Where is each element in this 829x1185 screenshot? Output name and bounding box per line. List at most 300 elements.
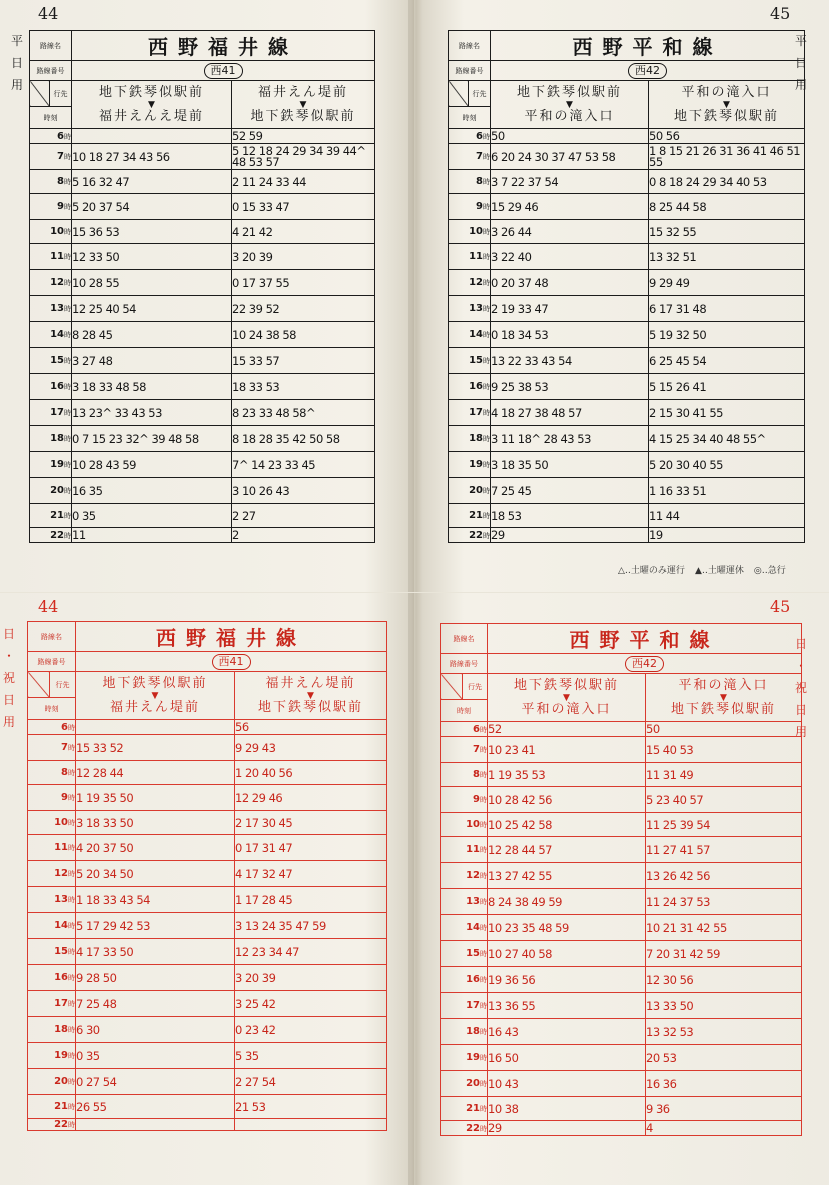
- hour-cell: [449, 322, 491, 348]
- timetable: [29, 30, 375, 543]
- hour-unit: 時: [64, 228, 71, 236]
- hour-cell: [449, 400, 491, 426]
- departures-direction-2: 15 40 53: [646, 737, 802, 763]
- hour-value: 6: [476, 130, 483, 142]
- direction-1-from: 地下鉄琴似駅前: [513, 677, 619, 693]
- hour-unit: 時: [483, 331, 490, 339]
- departures-direction-2: 5 15 26 41: [649, 374, 805, 400]
- timetable-row: [449, 400, 805, 426]
- timetable-row: [30, 452, 375, 478]
- departures-direction-2: 10 24 38 58: [232, 322, 375, 348]
- departures-direction-2: 11 27 41 57: [646, 837, 802, 863]
- departures-direction-1: [76, 720, 235, 735]
- hour-cell: [449, 528, 491, 543]
- departures-direction-2: 0 17 37 55: [232, 270, 375, 296]
- hour-unit: 時: [480, 796, 487, 804]
- hour-cell: [441, 967, 488, 993]
- hour-value: 6: [473, 723, 480, 735]
- header-diagonal: [449, 81, 469, 107]
- hour-value: 14: [54, 920, 68, 931]
- hour-unit: 時: [68, 1000, 75, 1008]
- timetable-row: [441, 737, 802, 763]
- hour-unit: 時: [483, 253, 490, 261]
- day-type-label: 平 日 用: [10, 34, 23, 92]
- departures-direction-2: 11 24 37 53: [646, 889, 802, 915]
- hour-value: 21: [469, 510, 483, 521]
- hour-cell: [28, 1119, 76, 1131]
- hour-cell: [449, 270, 491, 296]
- page-number: 44: [38, 597, 59, 616]
- departures-direction-1: 1 19 35 53: [488, 763, 646, 787]
- hour-cell: [441, 1019, 488, 1045]
- departures-direction-2: 13 33 50: [646, 993, 802, 1019]
- hour-value: 19: [469, 459, 483, 470]
- departures-direction-2: 5 35: [235, 1043, 387, 1069]
- hour-unit: 時: [68, 769, 75, 777]
- hour-cell: [28, 1017, 76, 1043]
- departures-direction-1: 10 18 27 34 43 56: [72, 144, 232, 170]
- hour-value: 22: [469, 529, 483, 541]
- hour-cell: [28, 785, 76, 811]
- hour-cell: [449, 504, 491, 528]
- timetable-row: [30, 194, 375, 220]
- timetable-row: [441, 787, 802, 813]
- hour-value: 7: [57, 151, 64, 162]
- hour-unit: 時: [480, 1054, 487, 1062]
- destination-label: 行先: [469, 81, 491, 107]
- departures-direction-2: 9 29 49: [649, 270, 805, 296]
- route-name-label: 路線名: [441, 624, 488, 654]
- hour-label: 時刻: [441, 700, 488, 722]
- hour-value: 8: [473, 769, 480, 780]
- timetable-row: [28, 785, 387, 811]
- hour-value: 15: [50, 355, 64, 366]
- hour-cell: [441, 737, 488, 763]
- timetable-row: [449, 144, 805, 170]
- departures-direction-2: 0 23 42: [235, 1017, 387, 1043]
- direction-2-header: [235, 672, 387, 720]
- departures-direction-2: 3 25 42: [235, 991, 387, 1017]
- hour-value: 16: [54, 972, 68, 983]
- departures-direction-1: 15 29 46: [491, 194, 649, 220]
- destination-label: 行先: [50, 81, 72, 107]
- hour-unit: 時: [68, 744, 75, 752]
- direction-1-to: 平和の滝入口: [524, 108, 615, 124]
- down-arrow-icon: ▼: [566, 99, 573, 110]
- departures-direction-1: 4 20 37 50: [76, 835, 235, 861]
- hour-cell: [441, 722, 488, 737]
- hour-cell: [441, 941, 488, 967]
- hour-unit: 時: [483, 383, 490, 391]
- hour-cell: [28, 720, 76, 735]
- departures-direction-1: 5 16 32 47: [72, 170, 232, 194]
- hour-unit: 時: [480, 872, 487, 880]
- timetable-row: [449, 478, 805, 504]
- departures-direction-1: 0 35: [76, 1043, 235, 1069]
- route-name: 西野福井線: [76, 622, 387, 652]
- hour-cell: [449, 194, 491, 220]
- timetable-row: [441, 837, 802, 863]
- hour-unit: 時: [480, 746, 487, 754]
- hour-cell: [28, 835, 76, 861]
- hour-unit: 時: [68, 1078, 75, 1086]
- hour-cell: [30, 400, 72, 426]
- departures-direction-2: 13 26 42 56: [646, 863, 802, 889]
- direction-2-from: 福井えん堤前: [257, 84, 348, 100]
- departures-direction-1: 10 28 43 59: [72, 452, 232, 478]
- route-name: 西野平和線: [488, 624, 802, 654]
- departures-direction-2: 11 25 39 54: [646, 813, 802, 837]
- hour-value: 14: [50, 329, 64, 340]
- timetable-row: [441, 1097, 802, 1121]
- direction-2-to: 地下鉄琴似駅前: [673, 108, 779, 124]
- departures-direction-1: 0 35: [72, 504, 232, 528]
- hour-unit: 時: [68, 922, 75, 930]
- departures-direction-2: 1 20 40 56: [235, 761, 387, 785]
- timetable-row: [449, 374, 805, 400]
- departures-direction-2: 12 29 46: [235, 785, 387, 811]
- hour-cell: [28, 1095, 76, 1119]
- departures-direction-2: 50 56: [649, 129, 805, 144]
- departures-direction-1: 29: [488, 1121, 646, 1136]
- departures-direction-1: 3 26 44: [491, 220, 649, 244]
- hour-value: 19: [54, 1050, 68, 1061]
- hour-unit: 時: [64, 132, 71, 141]
- departures-direction-1: 2 19 33 47: [491, 296, 649, 322]
- hour-value: 17: [54, 998, 68, 1009]
- route-code-badge: 西41: [204, 63, 243, 79]
- timetable-row: [449, 528, 805, 543]
- departures-direction-2: 2 27 54: [235, 1069, 387, 1095]
- departures-direction-2: 2 11 24 33 44: [232, 170, 375, 194]
- direction-2-to: 地下鉄琴似駅前: [670, 701, 776, 717]
- day-type-label: 日 ・ 祝 日 用: [794, 637, 807, 739]
- hour-unit: 時: [480, 1105, 487, 1113]
- hour-unit: 時: [483, 357, 490, 365]
- departures-direction-1: 19 36 56: [488, 967, 646, 993]
- hour-cell: [28, 913, 76, 939]
- weekday-spread: [0, 0, 829, 592]
- route-code: [72, 61, 375, 81]
- hour-unit: 時: [64, 331, 71, 339]
- hour-unit: 時: [68, 1121, 75, 1129]
- hour-unit: 時: [480, 898, 487, 906]
- hour-unit: 時: [68, 896, 75, 904]
- hour-unit: 時: [483, 435, 490, 443]
- hour-cell: [30, 322, 72, 348]
- hour-value: 10: [466, 819, 480, 830]
- route-code: [488, 654, 802, 674]
- route-code-badge: 西41: [212, 654, 251, 670]
- hour-value: 11: [50, 251, 64, 262]
- timetable-row: [30, 129, 375, 144]
- hour-value: 7: [61, 742, 68, 753]
- direction-2-header: [649, 81, 805, 129]
- header-diagonal: [30, 81, 50, 107]
- departures-direction-2: 0 17 31 47: [235, 835, 387, 861]
- hour-value: 12: [54, 868, 68, 879]
- timetable-row: [28, 761, 387, 785]
- departures-direction-1: 26 55: [76, 1095, 235, 1119]
- hour-unit: 時: [64, 357, 71, 365]
- hour-value: 8: [57, 176, 64, 187]
- timetable-row: [30, 296, 375, 322]
- hour-value: 15: [466, 948, 480, 959]
- hour-cell: [30, 296, 72, 322]
- hour-cell: [30, 504, 72, 528]
- direction-1-to: 福井えん堤前: [109, 699, 200, 715]
- departures-direction-2: 3 10 26 43: [232, 478, 375, 504]
- direction-1-from: 地下鉄琴似駅前: [516, 84, 622, 100]
- departures-direction-1: 13 22 33 43 54: [491, 348, 649, 374]
- hour-unit: 時: [480, 1028, 487, 1036]
- timetable-row: [30, 478, 375, 504]
- hour-value: 19: [466, 1052, 480, 1063]
- route-name: 西野福井線: [72, 31, 375, 61]
- route-code-label: 路線番号: [441, 654, 488, 674]
- timetable-row: [441, 722, 802, 737]
- departures-direction-1: 12 28 44 57: [488, 837, 646, 863]
- route-name-label: 路線名: [449, 31, 491, 61]
- route-code-badge: 西42: [628, 63, 667, 79]
- departures-direction-2: 1 8 15 21 26 31 36 41 46 51 55: [649, 144, 805, 170]
- timetable-row: [449, 194, 805, 220]
- hour-unit: 時: [480, 725, 487, 734]
- hour-value: 10: [50, 226, 64, 237]
- page-number: 45: [770, 4, 791, 23]
- direction-1-header: [491, 81, 649, 129]
- departures-direction-2: 20 53: [646, 1045, 802, 1071]
- departures-direction-1: 0 20 37 48: [491, 270, 649, 296]
- direction-1-from: 地下鉄琴似駅前: [102, 675, 208, 691]
- departures-direction-2: 15 32 55: [649, 220, 805, 244]
- departures-direction-1: 18 53: [491, 504, 649, 528]
- holiday-spread: [0, 593, 829, 1185]
- departures-direction-1: 0 7 15 23 32^ 39 48 58: [72, 426, 232, 452]
- departures-direction-2: 22 39 52: [232, 296, 375, 322]
- hour-value: 11: [54, 842, 68, 853]
- direction-2-header: [646, 674, 802, 722]
- down-arrow-icon: ▼: [720, 692, 727, 703]
- timetable: [448, 30, 805, 543]
- hour-value: 18: [466, 1026, 480, 1037]
- timetable-row: [449, 270, 805, 296]
- departures-direction-1: 4 17 33 50: [76, 939, 235, 965]
- timetable-row: [449, 426, 805, 452]
- hour-value: 20: [50, 485, 64, 496]
- hour-value: 9: [61, 792, 68, 803]
- hour-value: 12: [50, 277, 64, 288]
- departures-direction-1: 5 20 34 50: [76, 861, 235, 887]
- hour-unit: 時: [483, 203, 490, 211]
- hour-value: 15: [54, 946, 68, 957]
- hour-unit: 時: [64, 153, 71, 161]
- departures-direction-1: 16 35: [72, 478, 232, 504]
- departures-direction-2: 2 27: [232, 504, 375, 528]
- hour-value: 16: [469, 381, 483, 392]
- hour-unit: 時: [68, 948, 75, 956]
- timetable-row: [30, 270, 375, 296]
- departures-direction-1: 52: [488, 722, 646, 737]
- hour-unit: 時: [480, 924, 487, 932]
- page-number: 44: [38, 4, 59, 23]
- hour-value: 18: [469, 433, 483, 444]
- hour-value: 17: [469, 407, 483, 418]
- departures-direction-1: 12 25 40 54: [72, 296, 232, 322]
- hour-unit: 時: [483, 305, 490, 313]
- departures-direction-1: 0 18 34 53: [491, 322, 649, 348]
- book-seam: [408, 0, 414, 592]
- departures-direction-2: 52 59: [232, 129, 375, 144]
- hour-value: 20: [469, 485, 483, 496]
- direction-1-header: [76, 672, 235, 720]
- hour-cell: [441, 915, 488, 941]
- direction-1-header: [488, 674, 646, 722]
- hour-cell: [28, 1043, 76, 1069]
- departures-direction-1: 7 25 45: [491, 478, 649, 504]
- hour-unit: 時: [68, 1026, 75, 1034]
- hour-cell: [441, 837, 488, 863]
- hour-cell: [30, 426, 72, 452]
- departures-direction-1: 8 28 45: [72, 322, 232, 348]
- hour-value: 16: [50, 381, 64, 392]
- timetable-row: [30, 426, 375, 452]
- direction-2-from: 平和の滝入口: [678, 677, 769, 693]
- timetable-row: [449, 296, 805, 322]
- hour-value: 15: [469, 355, 483, 366]
- departures-direction-1: 9 25 38 53: [491, 374, 649, 400]
- timetable-row: [28, 1119, 387, 1131]
- departures-direction-2: 8 23 33 48 58^: [232, 400, 375, 426]
- hour-unit: 時: [480, 821, 487, 829]
- hour-cell: [28, 887, 76, 913]
- hour-cell: [441, 787, 488, 813]
- departures-direction-1: 29: [491, 528, 649, 543]
- hour-value: 6: [57, 130, 64, 142]
- departures-direction-2: 4 21 42: [232, 220, 375, 244]
- departures-direction-2: 5 20 30 40 55: [649, 452, 805, 478]
- hour-value: 9: [476, 201, 483, 212]
- departures-direction-2: 4: [646, 1121, 802, 1136]
- hour-cell: [449, 478, 491, 504]
- hour-unit: 時: [483, 228, 490, 236]
- hour-value: 21: [50, 510, 64, 521]
- departures-direction-2: 18 33 53: [232, 374, 375, 400]
- departures-direction-1: 50: [491, 129, 649, 144]
- departures-direction-2: 8 18 28 35 42 50 58: [232, 426, 375, 452]
- route-code-badge: 西42: [625, 656, 664, 672]
- departures-direction-2: 9 36: [646, 1097, 802, 1121]
- down-arrow-icon: ▼: [307, 690, 314, 701]
- departures-direction-2: 5 23 40 57: [646, 787, 802, 813]
- timetable: [440, 623, 802, 1136]
- departures-direction-1: 0 27 54: [76, 1069, 235, 1095]
- hour-value: 18: [50, 433, 64, 444]
- hour-unit: 時: [64, 487, 71, 495]
- hour-value: 20: [466, 1078, 480, 1089]
- book-seam: [408, 593, 414, 1185]
- hour-cell: [441, 813, 488, 837]
- departures-direction-1: 13 23^ 33 43 53: [72, 400, 232, 426]
- header-diagonal: [28, 672, 50, 698]
- timetable-row: [441, 967, 802, 993]
- timetable-row: [449, 244, 805, 270]
- hour-cell: [30, 129, 72, 144]
- hour-value: 13: [469, 303, 483, 314]
- hour-cell: [441, 863, 488, 889]
- hour-unit: 時: [64, 383, 71, 391]
- hour-unit: 時: [480, 950, 487, 958]
- hour-value: 22: [50, 529, 64, 541]
- hour-cell: [449, 296, 491, 322]
- hour-value: 18: [54, 1024, 68, 1035]
- hour-cell: [441, 1045, 488, 1071]
- hour-value: 14: [466, 922, 480, 933]
- hour-unit: 時: [64, 279, 71, 287]
- hour-cell: [441, 763, 488, 787]
- hour-cell: [28, 761, 76, 785]
- departures-direction-2: 6 17 31 48: [649, 296, 805, 322]
- hour-cell: [30, 244, 72, 270]
- hour-value: 8: [61, 767, 68, 778]
- timetable-row: [449, 129, 805, 144]
- route-code: [491, 61, 805, 81]
- departures-direction-1: 12 33 50: [72, 244, 232, 270]
- hour-value: 17: [50, 407, 64, 418]
- timetable-row: [28, 811, 387, 835]
- timetable-row: [441, 941, 802, 967]
- direction-2-to: 地下鉄琴似駅前: [250, 108, 356, 124]
- departures-direction-1: 5 17 29 42 53: [76, 913, 235, 939]
- timetable-row: [441, 863, 802, 889]
- hour-cell: [28, 965, 76, 991]
- hour-cell: [30, 528, 72, 543]
- departures-direction-1: 3 18 35 50: [491, 452, 649, 478]
- departures-direction-1: 12 28 44: [76, 761, 235, 785]
- day-type-label: 日 ・ 祝 日 用: [2, 627, 15, 729]
- timetable-row: [28, 1095, 387, 1119]
- departures-direction-1: 1 19 35 50: [76, 785, 235, 811]
- departures-direction-2: 19: [649, 528, 805, 543]
- hour-cell: [441, 993, 488, 1019]
- departures-direction-2: [235, 1119, 387, 1131]
- day-type-label: 平 日 用: [794, 34, 807, 92]
- hour-value: 19: [50, 459, 64, 470]
- hour-value: 21: [54, 1101, 68, 1112]
- hour-unit: 時: [483, 132, 490, 141]
- departures-direction-2: 1 17 28 45: [235, 887, 387, 913]
- hour-cell: [441, 889, 488, 915]
- timetable-row: [28, 965, 387, 991]
- hour-value: 9: [57, 201, 64, 212]
- timetable-row: [28, 835, 387, 861]
- timetable: [27, 621, 387, 1131]
- hour-unit: 時: [480, 771, 487, 779]
- direction-2-header: [232, 81, 375, 129]
- route-name-label: 路線名: [30, 31, 72, 61]
- departures-direction-1: 13 27 42 55: [488, 863, 646, 889]
- departures-direction-2: 16 36: [646, 1071, 802, 1097]
- hour-cell: [449, 348, 491, 374]
- departures-direction-1: 15 36 53: [72, 220, 232, 244]
- timetable-row: [441, 1071, 802, 1097]
- hour-cell: [449, 170, 491, 194]
- timetable-row: [30, 144, 375, 170]
- timetable-row: [449, 348, 805, 374]
- timetable-row: [28, 1017, 387, 1043]
- hour-value: 20: [54, 1076, 68, 1087]
- departures-direction-2: 56: [235, 720, 387, 735]
